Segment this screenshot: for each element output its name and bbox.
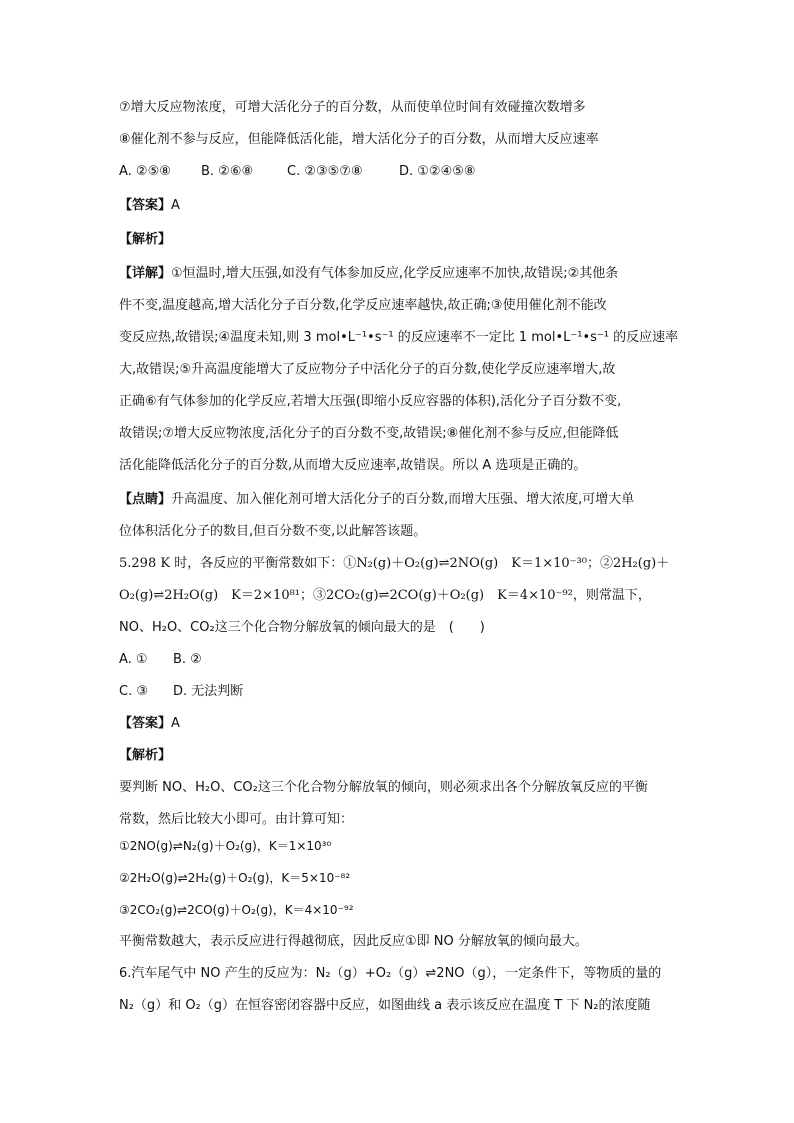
statement-7: ⑦增大反应物浓度，可增大活化分子的百分数，从而使单位时间有效碰撞次数增多 (119, 100, 586, 115)
question-5-line: NO、H₂O、CO₂这三个化合物分解放氧的倾向最大的是 ( ) (119, 620, 485, 635)
option-b: B. ② (173, 652, 202, 667)
equation-1: ①2NO(g)⇌N₂(g)＋O₂(g)，K＝1×10³⁰ (119, 839, 332, 853)
detail-line: 故错误;⑦增大反应物浓度,活化分子的百分数不变,故错误;⑧催化剂不参与反应,但能降低 (119, 426, 619, 441)
option-d: D. ①②④⑤⑧ (399, 164, 476, 179)
equation-2: ②2H₂O(g)⇌2H₂(g)＋O₂(g)，K＝5×10⁻⁸² (119, 871, 351, 885)
analysis-conclusion: 平衡常数越大，表示反应进行得越彻底，因此反应①即 NO 分解放氧的倾向最大。 (119, 934, 588, 949)
question-6 (119, 964, 679, 1016)
detail-line: 【详解】①恒温时,增大压强,如没有气体参加反应,化学反应速率不加快,故错误;②其他条 (119, 266, 619, 281)
detail-label: 【详解】 (119, 266, 172, 281)
question-5 (119, 554, 679, 952)
prev-answer (119, 196, 679, 216)
question-5-answer (119, 714, 679, 734)
option-b: B. ②⑥⑧ (201, 164, 254, 179)
tip-line: 位体积活化分子的数目,但百分数不变,以此解答该题。 (119, 524, 427, 539)
answer-value: A (171, 198, 180, 213)
question-5-options-row-1 (119, 650, 679, 670)
answer-value: A (171, 716, 180, 731)
detail-block (119, 264, 679, 476)
question-5-options-row-2 (119, 682, 679, 702)
tip-label: 【点睛】 (119, 492, 172, 507)
option-c: C. ③ (119, 684, 148, 699)
detail-line: 大,故错误;⑤升高温度能增大了反应物分子中活化分子的百分数,使化学反应速率增大,故 (119, 362, 616, 377)
answer-label: 【答案】 (119, 716, 172, 731)
detail-line: 变反应热,故错误;④温度未知,则 3 mol•L⁻¹•s⁻¹ 的反应速率不一定比 1 mol•L⁻¹•s⁻¹ 的反应速率 (119, 330, 679, 345)
detail-line: 正确⑥有气体参加的化学反应,若增大压强(即缩小反应容器的体积),活化分子百分数不变, (119, 394, 622, 409)
question-5-line: O₂(g)⇌2H₂O(g) K＝2×10⁸¹；③2CO₂(g)⇌2CO(g)＋O₂(g) K＝4×10⁻⁹²，则常温下， (119, 588, 651, 603)
document-page (119, 98, 679, 1016)
option-a: A. ① (119, 652, 148, 667)
question-6-line: 6.汽车尾气中 NO 产生的反应为：N₂（g）+O₂（g）⇌2NO（g），一定条件下，等物质的量的 (119, 966, 662, 981)
statement-8: ⑧催化剂不参与反应，但能降低活化能，增大活化分子的百分数，从而增大反应速率 (119, 132, 599, 147)
tip-line: 【点睛】升高温度、加入催化剂可增大活化分子的百分数,而增大压强、增大浓度,可增大单 (119, 492, 635, 507)
analysis-line: 常数，然后比较大小即可。由计算可知： (119, 812, 354, 827)
option-a: A. ②⑤⑧ (119, 164, 171, 179)
question-5-line: 5.298 K 时，各反应的平衡常数如下：①N₂(g)＋O₂(g)⇌2NO(g) K＝1×10⁻³⁰；②2H₂(g)＋ (119, 556, 670, 571)
question-6-line: N₂（g）和 O₂（g）在恒容密闭容器中反应，如图曲线 a 表示该反应在温度 T 下 N₂的浓度随 (119, 998, 651, 1013)
analysis-line: 要判断 NO、H₂O、CO₂这三个化合物分解放氧的倾向，则必须求出各个分解放氧反应的平衡 (119, 780, 648, 795)
equation-3: ③2CO₂(g)⇌2CO(g)＋O₂(g)，K＝4×10⁻⁹² (119, 903, 354, 917)
detail-line: 件不变,温度越高,增大活化分子百分数,化学反应速率越快,故正确;③使用催化剂不能改 (119, 298, 607, 313)
analysis-label: 【解析】 (119, 748, 172, 763)
option-d: D. 无法判断 (173, 684, 244, 699)
tip-block (119, 490, 679, 542)
prev-options (119, 162, 679, 182)
answer-label: 【答案】 (119, 198, 172, 213)
analysis-label: 【解析】 (119, 232, 172, 247)
detail-line: 活化能降低活化分子的百分数,从而增大反应速率,故错误。所以 A 选项是正确的。 (119, 458, 587, 473)
option-c: C. ②③⑤⑦⑧ (287, 164, 363, 179)
